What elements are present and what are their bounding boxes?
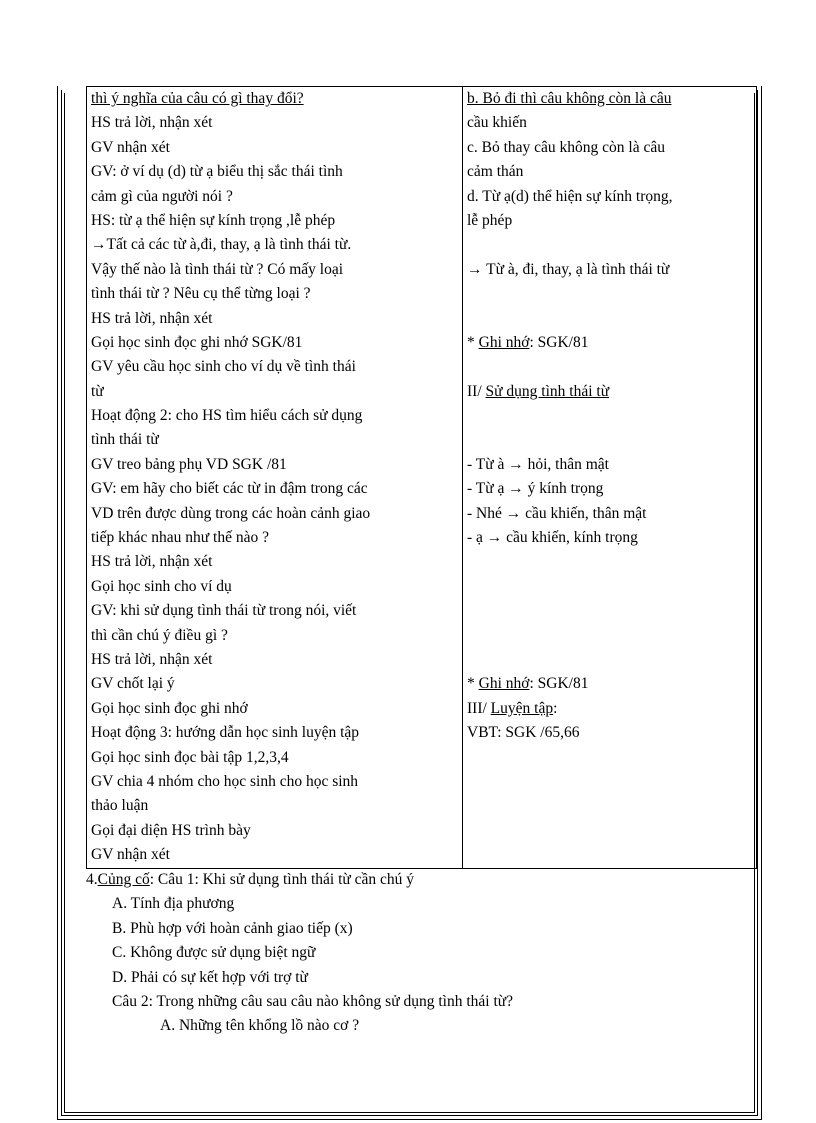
blank-line <box>467 282 752 306</box>
activity-line: GV: em hãy cho biết các từ in đậm trong các <box>91 480 368 498</box>
content-line: lễ phép <box>467 211 513 229</box>
content-line: b. Bỏ đi thì câu không còn là câu <box>467 90 672 107</box>
teacher-student-activities-column <box>87 87 463 869</box>
section-heading <box>467 697 752 721</box>
consolidation-question-1 <box>86 868 746 892</box>
consolidation-section <box>86 868 746 1039</box>
note-ref: : SGK/81 <box>529 333 589 351</box>
note-line <box>467 331 752 355</box>
consolidation-question-2: Câu 2: Trong những câu sau câu nào không sử dụng tình thái từ? <box>112 992 514 1010</box>
section-heading <box>467 380 752 404</box>
blank-line <box>467 428 752 452</box>
activity-line: Gọi học sinh cho ví dụ <box>91 577 232 595</box>
content-line: c. Bỏ thay câu không còn là câu <box>467 138 665 156</box>
answer-option: A. Tính địa phương <box>112 895 235 913</box>
activity-line: GV chia 4 nhóm cho học sinh cho học sinh <box>91 772 359 790</box>
note-label: Ghi nhớ <box>478 333 530 351</box>
blank-line <box>467 404 752 428</box>
blank-line <box>467 575 752 599</box>
section-number: III/ <box>467 699 491 717</box>
activity-line: tình thái từ <box>91 431 159 449</box>
activity-line: Gọi học sinh đọc ghi nhớ SGK/81 <box>91 333 303 351</box>
usage-line: - Từ ạ → ý kính trọng <box>467 480 604 498</box>
activity-line: →Tất cả các từ à,đi, thay, ạ là tình thái từ. <box>91 236 352 254</box>
answer-option: B. Phù hợp với hoàn cảnh giao tiếp (x) <box>112 919 353 937</box>
activity-line: thì ý nghĩa của câu có gì thay đổi? <box>91 90 304 107</box>
usage-line: - ạ → cầu khiến, kính trọng <box>467 529 638 547</box>
question-text: : Câu 1: Khi sử dụng tình thái từ cần chú ý <box>149 871 415 888</box>
activity-line: VD trên được dùng trong các hoàn cảnh giao <box>91 504 371 522</box>
note-star: * <box>467 675 479 693</box>
blank-line <box>467 550 752 574</box>
activity-line: GV chốt lại ý <box>91 675 175 693</box>
activity-line: tình thái từ ? Nêu cụ thể từng loại ? <box>91 285 311 303</box>
note-label: Ghi nhớ <box>478 675 530 693</box>
activity-line: Gọi đại diện HS trình bày <box>91 821 251 839</box>
lesson-table <box>86 86 757 869</box>
section-title: Luyện tập <box>490 699 554 717</box>
blank-line <box>467 599 752 623</box>
activity-line: thảo luận <box>91 797 149 815</box>
activity-line: từ <box>91 382 104 400</box>
activity-line: GV: khi sử dụng tình thái từ trong nói, viết <box>91 602 357 620</box>
activity-line: Hoạt động 2: cho HS tìm hiểu cách sử dụng <box>91 407 363 425</box>
content-line: d. Từ ạ(d) thể hiện sự kính trọng, <box>467 187 673 205</box>
blank-line <box>467 624 752 648</box>
activity-line: HS: từ ạ thể hiện sự kính trọng ,lễ phép <box>91 211 336 229</box>
activity-line: HS trả lời, nhận xét <box>91 114 213 132</box>
activity-line: Vậy thế nào là tình thái từ ? Có mấy loại <box>91 260 344 278</box>
exercise-line: VBT: SGK /65,66 <box>467 724 580 742</box>
answer-option: A. Những tên khổng lồ nào cơ ? <box>160 1017 360 1035</box>
lesson-content-column <box>463 87 757 869</box>
content-line: cầu khiến <box>467 114 527 132</box>
activity-line: thì cần chú ý điều gì ? <box>91 626 228 644</box>
activity-line: HS trả lời, nhận xét <box>91 553 213 571</box>
activity-line: HS trả lời, nhận xét <box>91 309 213 327</box>
blank-line <box>467 233 752 257</box>
usage-line: - Từ à → hỏi, thân mật <box>467 455 609 473</box>
answer-option: C. Không được sử dụng biệt ngữ <box>112 944 316 962</box>
activity-line: Gọi học sinh đọc bài tập 1,2,3,4 <box>91 748 289 766</box>
consolidation-label: Củng cố <box>97 871 150 888</box>
blank-line <box>467 648 752 672</box>
note-line <box>467 672 752 696</box>
content-line: cảm thán <box>467 163 524 181</box>
section-number: II/ <box>467 382 486 400</box>
blank-line <box>467 307 752 331</box>
activity-line: tiếp khác nhau như thế nào ? <box>91 529 269 547</box>
section-title: Sử dụng tình thái từ <box>485 382 610 400</box>
section-number: 4. <box>86 871 98 888</box>
note-ref: : SGK/81 <box>529 675 589 693</box>
activity-line: GV nhận xét <box>91 846 170 864</box>
blank-line <box>467 355 752 379</box>
conclusion-line: → Từ à, đi, thay, ạ là tình thái từ <box>467 260 670 278</box>
note-star: * <box>467 333 479 351</box>
activity-line: HS trả lời, nhận xét <box>91 650 213 668</box>
activity-line: Hoạt động 3: hướng dẫn học sinh luyện tập <box>91 724 360 742</box>
activity-line: GV nhận xét <box>91 138 170 156</box>
answer-option: D. Phải có sự kết hợp với trợ từ <box>112 968 308 986</box>
activity-line: GV yêu cầu học sinh cho ví dụ về tình thái <box>91 358 356 376</box>
activity-line: GV: ở ví dụ (d) từ ạ biểu thị sắc thái tình <box>91 163 343 181</box>
usage-line: - Nhé → cầu khiến, thân mật <box>467 504 647 522</box>
activity-line: cảm gì của người nói ? <box>91 187 233 205</box>
activity-line: Gọi học sinh đọc ghi nhớ <box>91 699 248 717</box>
section-colon: : <box>553 699 558 717</box>
activity-line: GV treo bảng phụ VD SGK /81 <box>91 455 287 473</box>
